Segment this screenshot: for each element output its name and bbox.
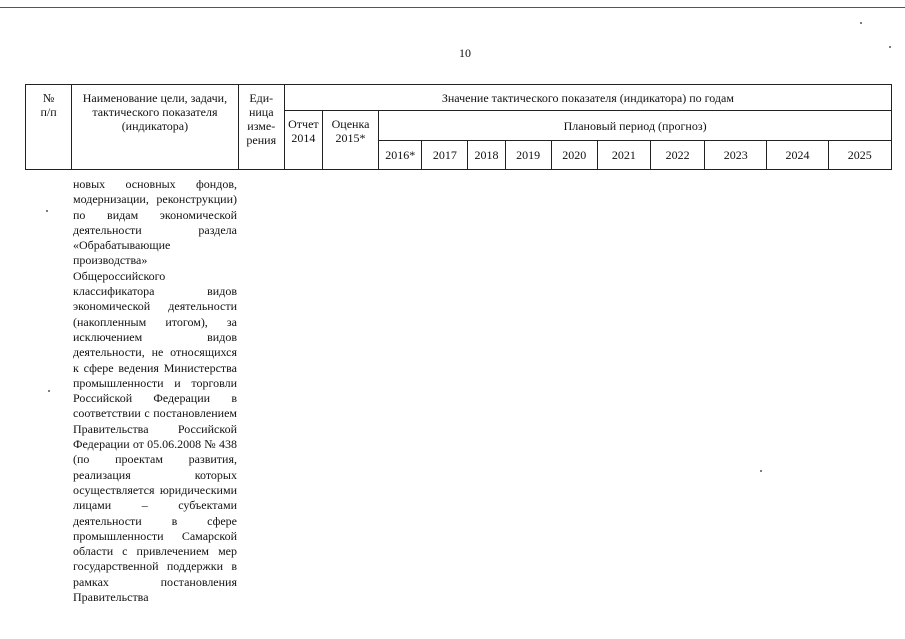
- header-year: 2025: [828, 141, 891, 170]
- scan-speck: [760, 470, 762, 472]
- header-number: [26, 85, 72, 170]
- header-name-label: Наименование цели, задачи, тактического показателя (индикатора): [82, 91, 228, 133]
- header-year: 2021: [597, 141, 650, 170]
- scan-speck: [889, 46, 891, 48]
- header-unit-label: Еди- ница изме- рения: [246, 91, 277, 147]
- header-year: 2016*: [379, 141, 422, 170]
- header-year: 2024: [767, 141, 828, 170]
- table-header-row-1: [26, 85, 892, 111]
- header-year: 2023: [705, 141, 767, 170]
- header-unit: [238, 85, 284, 170]
- header-year: 2022: [650, 141, 704, 170]
- header-values-group: [284, 85, 891, 111]
- scan-speck: [46, 210, 48, 212]
- header-estimate-label: Оценка 2015*: [331, 117, 370, 145]
- header-report-label: Отчет 2014: [288, 117, 319, 145]
- header-year: 2019: [505, 141, 551, 170]
- indicators-table: [25, 84, 892, 170]
- header-estimate-2015: [322, 111, 378, 170]
- header-values-group-label: Значение тактического показателя (индикатора) по годам: [441, 90, 734, 105]
- page-number: 10: [459, 46, 471, 60]
- header-report-2014: [284, 111, 322, 170]
- scan-speck: [860, 22, 862, 24]
- indicator-name-continuation: новых основных фондов, модернизации, реконструкции) по видам экономической деятельности раздела «Обрабатывающие производства» Общероссийского классификатора видов экономической деятельности (накопленным итогом), за исключением видов деятельности, не относящихся к сфере ведения Министерства промышленности и торговли Российской Федерации в соответствии с постановлением Правительства Российской Федерации от 05.06.2008 № 438 (по проектам развития, реализация которых осуществляется юридическими лицами – субъектами деятельности в сфере промышленности Самарской области с привлечением мер государственной поддержки в рамках постановления Правительства: [73, 177, 237, 605]
- header-plan-group: [379, 111, 892, 141]
- header-name: [72, 85, 239, 170]
- header-year: 2018: [468, 141, 505, 170]
- header-year: 2020: [551, 141, 597, 170]
- header-year: 2017: [422, 141, 468, 170]
- page-top-rule: [0, 7, 905, 8]
- scan-speck: [48, 390, 50, 392]
- header-plan-group-label: Плановый период (прогноз): [563, 118, 707, 133]
- header-number-label: № п/п: [40, 91, 57, 119]
